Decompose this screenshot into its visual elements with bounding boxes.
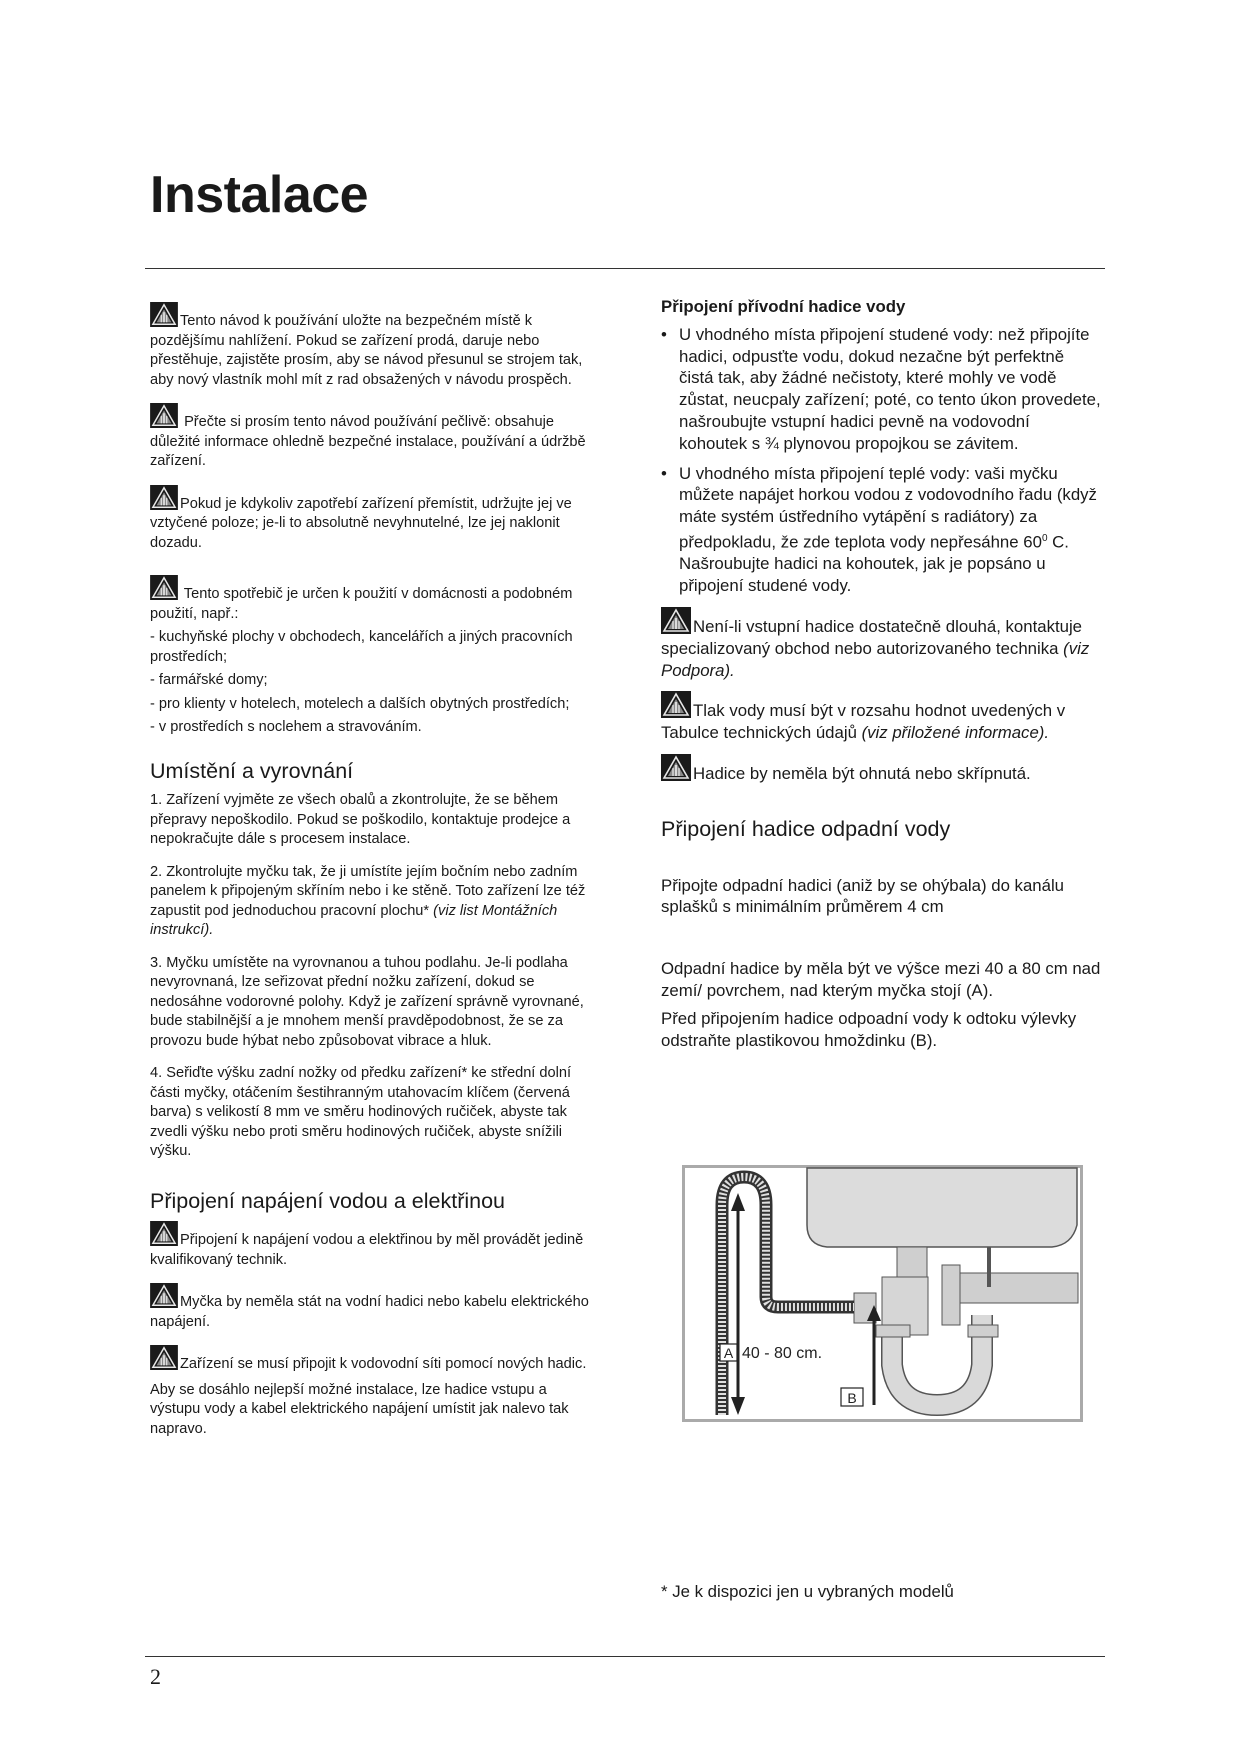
warning-household-use: Tento spotřebič je určen k použití v domácnosti a podobném použití, např.: <box>150 575 590 624</box>
footnote: * Je k dispozici jen u vybraných modelů <box>661 1582 954 1601</box>
label-b: B <box>847 1390 857 1406</box>
usage-item: - pro klienty v hotelech, motelech a dalších obytných prostředích; <box>150 695 570 712</box>
warning-icon <box>150 485 178 510</box>
placement-step-1: 1. Zařízení vyjměte ze všech obalů a zkontrolujte, že se během přepravy nepoškodilo. Pokud se poškodilo, kontaktuje prodejce a nepokračujte dále s procesem instalace. <box>150 792 571 847</box>
warning-icon <box>150 1221 178 1246</box>
top-rule <box>145 268 1105 269</box>
label-a: A <box>723 1345 734 1361</box>
usage-item: - kuchyňské plochy v obchodech, kancelářích a jiných pracovních prostředích; <box>150 629 573 665</box>
warning-read-manual: Přečte si prosím tento návod používání pečlivě: obsahuje důležité informace ohledně bezpečné instalace, používání a údržbě zařízení. <box>150 403 590 472</box>
right-column <box>661 296 1101 1051</box>
inlet-bullet-list <box>661 324 1101 597</box>
left-column <box>150 302 590 1439</box>
label-height-range: 40 - 80 cm. <box>742 1345 823 1362</box>
warning-hose-cable: Myčka by neměla stát na vodní hadici nebo kabelu elektrického napájení. <box>150 1283 590 1332</box>
drain-paragraph-2: Odpadní hadice by měla být ve výšce mezi 40 a 80 cm nad zemí/ povrchem, nad kterým myčka stojí (A). <box>661 959 1101 1000</box>
warning-icon <box>150 1345 178 1370</box>
usage-item: - farmářské domy; <box>150 672 268 688</box>
warning-qualified-technician: Připojení k napájení vodou a elektřinou by měl provádět jedině kvalifikovaný technik. <box>150 1221 590 1270</box>
warning-icon <box>150 575 178 600</box>
warning-move-upright: Pokud je kdykoliv zapotřebí zařízení přemístit, udržujte jej ve vztyčené poloze; je-li to absolutně nevyhnutelné, lze jej naklonit dozadu. <box>150 485 590 554</box>
placement-step-3: 3. Myčku umístěte na vyrovnanou a tuhou podlahu. Je-li podlaha nevyrovnaná, lze seřizovat přední nožku zařízení, dokud se nedosáhne vodorovné polohy. Když je zařízení správně vyrovnané, bude stabilnější a je mnohem menší pravděpodobnost, že se za provozu bude hýbat nebo způsobovat vibrace a hluk. <box>150 954 584 1049</box>
placement-step-4: 4. Seřiďte výšku zadní nožky od předku zařízení* ke střední dolní části myčky, otáčením šestihranným utahovacím klíčem (červená barva) s velikostí 8 mm ve směru hodinových ručiček, abyste tak zvedli výšku nebo proti směru hodinových ručiček, abyste snížili výšku. <box>150 1065 572 1159</box>
warning-icon <box>150 1283 178 1308</box>
warning-keep-manual: Tento návod k používání uložte na bezpečném místě k pozdějšímu nahlížení. Pokud se zařízení prodá, daruje nebo přestěhuje, zajistěte prosím, aby se návod přesunul se strojem tak, aby nový vlastník mohl mít z rad obsažených v návodu prospěch. <box>150 302 590 390</box>
inlet-bullet-cold: • U vhodného místa připojení studené vody: než připojíte hadici, odpusťte vodu, dokud nezačne být perfektně čistá tak, aby žádné nečistoty, které mohly ve vodě zůstat, neucpaly zařízení; poté, co tento úkon provedete, našroubujte vstupní hadici pevně na vodovodní kohoutek s ¾ plynovou propojkou se závitem. <box>661 324 1101 455</box>
section-heading-placement: Umístění a vyrovnání <box>150 758 354 783</box>
bottom-rule <box>145 1656 1105 1657</box>
drain-hose-diagram <box>682 1165 1083 1422</box>
section-heading-connection: Připojení napájení vodou a elektřinou <box>150 1188 506 1213</box>
warning-icon <box>661 754 691 781</box>
warning-icon <box>661 691 691 718</box>
warning-water-pressure: Tlak vody musí být v rozsahu hodnot uvedených v Tabulce technických údajů (viz přiložené informace). <box>661 691 1101 744</box>
subheading-inlet-hose: Připojení přívodní hadice vody <box>661 297 906 316</box>
placement-step-2: 2. Zkontrolujte myčku tak, že ji umístíte jejím bočním nebo zadním panelem k připojeným skříním nebo i ke stěně. Toto zařízení lze též zapustit pod jednoduchou pracovní plochu* (viz list Montážních instrukcí). <box>150 863 586 938</box>
warning-icon <box>150 302 178 327</box>
usage-item: - v prostředích s noclehem a stravováním. <box>150 719 422 735</box>
drain-paragraph-1: Připojte odpadní hadici (aniž by se ohýbala) do kanálu splašků s minimálním průměrem 4 cm <box>661 875 1065 917</box>
page-title: Instalace <box>150 166 369 224</box>
warning-icon <box>661 607 691 634</box>
drain-paragraph-3: Před připojením hadice odpoadní vody k odtoku výlevky odstraňte plastikovou hmoždinku (B). <box>661 1008 1077 1050</box>
page-number: 2 <box>150 1664 161 1689</box>
warning-hose-length: Není-li vstupní hadice dostatečně dlouhá, kontaktuje specializovaný obchod nebo autorizovaného technika (viz Podpora). <box>661 607 1101 681</box>
section-heading-drain: Připojení hadice odpadní vody <box>661 816 951 841</box>
connection-paragraph: Aby se dosáhlo nejlepší možné instalace, lze hadice vstupu a výstupu vody a kabel elektrického napájení umístit jak nalevo tak napravo. <box>150 1381 569 1437</box>
inlet-bullet-hot: • U vhodného místa připojení teplé vody: vaši myčku můžete napájet horkou vodou z vodovodního řadu (když máte systém ústředního vytápění s radiátory) za předpokladu, že zde teplota vody nepřesáhne $60^0$ C. Našroubujte hadici na kohoutek, jak je popsáno u připojení studené vody. <box>661 463 1101 597</box>
warning-icon <box>150 403 178 428</box>
warning-new-hoses: Zařízení se musí připojit k vodovodní síti pomocí nových hadic. <box>150 1345 590 1375</box>
warning-hose-kink: Hadice by neměla být ohnutá nebo skřípnutá. <box>661 754 1101 785</box>
